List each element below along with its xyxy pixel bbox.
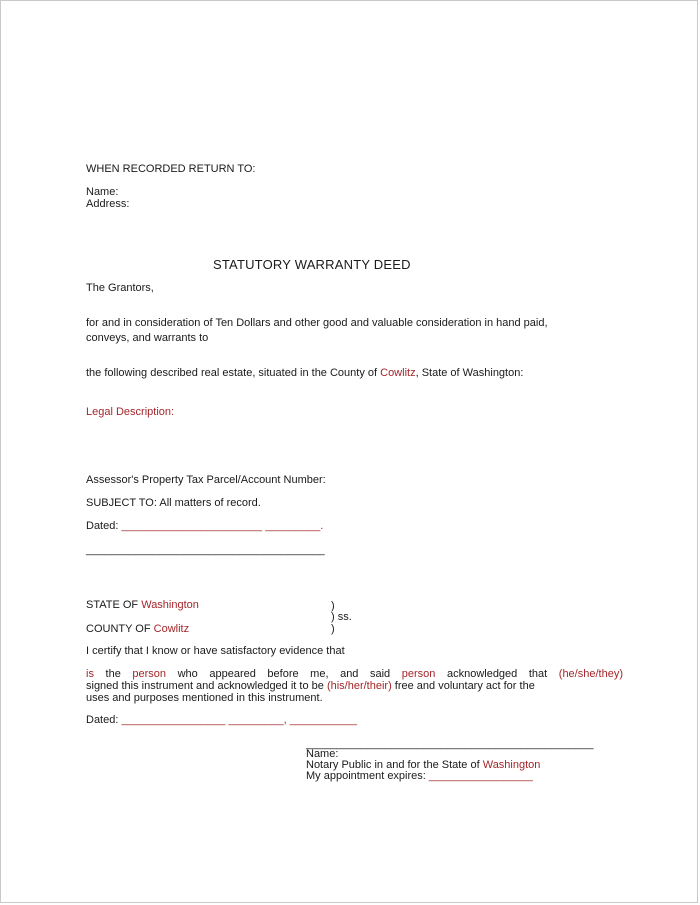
real-estate-prefix: the following described real estate, situated in the County of [86,367,381,379]
county-of-line [86,623,189,636]
dated-label-2: Dated: [86,714,122,726]
dated-blanks-1: _______________________ _________. [121,520,324,532]
venue-paren-3: ) [331,623,335,635]
return-to-heading: WHEN RECORDED RETURN TO: [86,163,256,175]
subject-to-text: SUBJECT TO: All matters of record. [86,497,261,509]
grantor-signature-line: _______________________________________ [86,544,325,556]
assessor-parcel-label: Assessor's Property Tax Parcel/Account Number: [86,474,326,486]
ack-possessive: (his/her/their) [326,680,392,692]
ack-person-1: person [132,668,167,680]
ack-the: the [93,668,133,680]
notary-name-label: Name: [306,748,339,760]
dated-line-1 [86,520,323,533]
ack-acknowledged: acknowledged that [435,668,559,680]
consideration-line-2: conveys, and warrants to [86,332,209,344]
state-of-label: STATE OF [86,599,142,611]
state-of-line [86,599,199,612]
dated-label-1: Dated: [86,520,122,532]
notary-expires-line [306,770,533,783]
venue-paren-1: ) [331,600,335,612]
name-label: Name: [86,186,119,198]
state-of-value: Washington [141,599,199,611]
ack-person-2: person [401,668,436,680]
ack-line2-prefix: signed this instrument and acknowledged it to be [86,680,327,692]
grantors-text: The Grantors, [86,282,154,294]
ack-mid: who appeared before me, and said [166,668,402,680]
real-estate-county: Cowlitz [380,367,416,379]
consideration-line-1: for and in consideration of Ten Dollars and other good and valuable consideration in hand paid, [86,317,548,329]
notary-public-state: Washington [482,759,541,771]
certify-text: I certify that I know or have satisfactory evidence that [86,645,345,657]
county-of-value: Cowlitz [153,623,190,635]
dated-line-2 [86,714,357,727]
county-of-label: COUNTY OF [86,623,154,635]
notary-signature-line: _______________________________________________ [306,738,594,750]
ack-pronoun: (he/she/they) [558,668,623,680]
document-title: STATUTORY WARRANTY DEED [213,257,411,272]
real-estate-suffix: , State of Washington: [415,367,524,379]
acknowledgment-line-3: uses and purposes mentioned in this instrument. [86,692,323,704]
address-label: Address: [86,198,130,210]
dated-blanks-2: _________________ _________, ___________ [121,714,357,726]
notary-expires-label: My appointment expires: [306,770,429,782]
ack-is: is [86,668,94,680]
notary-public-prefix: Notary Public in and for the State of [306,759,483,771]
real-estate-clause [86,367,523,380]
venue-paren-ss: ) ss. [331,611,352,623]
legal-description-label: Legal Description: [86,406,175,418]
ack-line2-suffix: free and voluntary act for the [391,680,535,692]
notary-expires-blank: _________________ [428,770,533,782]
